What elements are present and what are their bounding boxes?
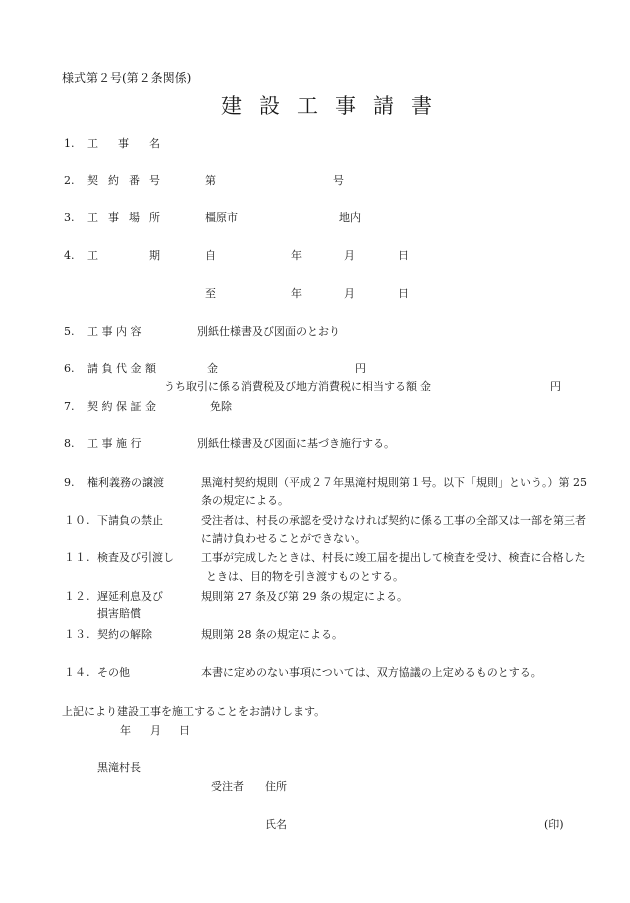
- item-value-line: 条の規定による。: [201, 494, 289, 507]
- item-value: 免除: [210, 400, 232, 413]
- item-number: 2.: [64, 174, 75, 187]
- period-day: 日: [398, 287, 409, 300]
- label-char: 工: [87, 137, 98, 150]
- seal-mark: (印): [544, 818, 564, 831]
- item-number: １０.: [64, 514, 90, 527]
- period-year: 年: [291, 249, 302, 262]
- item-number: １３.: [64, 628, 90, 641]
- item-number: １２.: [64, 590, 90, 603]
- period-day: 日: [398, 249, 409, 262]
- address-label: 住所: [265, 780, 287, 793]
- name-label: 氏名: [265, 818, 287, 831]
- label-char: 所: [149, 211, 160, 224]
- contractor-label: 受注者: [211, 780, 244, 793]
- item-label: 工 事 施 行: [87, 437, 142, 450]
- label-char: 号: [149, 174, 160, 187]
- item-value-line: 工事が完成したときは、村長に竣工届を提出して検査を受け、検査に合格した: [201, 551, 586, 564]
- item-label: 遅延利息及び: [97, 590, 163, 603]
- tax-note: うち取引に係る消費税及び地方消費税に相当する額: [164, 380, 417, 393]
- title-char: 事: [335, 94, 358, 118]
- item-label: 工 事 内 容: [87, 325, 142, 338]
- date-month: 月: [150, 724, 161, 737]
- period-month: 月: [344, 287, 355, 300]
- item-value: 規則第 27 条及び第 29 条の規定による。: [201, 590, 408, 603]
- item-label: 請 負 代 金 額: [87, 362, 156, 375]
- item-label: 契 約 保 証 金: [87, 400, 156, 413]
- date-day: 日: [179, 724, 190, 737]
- item-label: 下請負の禁止: [97, 514, 163, 527]
- label-char: 番: [129, 174, 140, 187]
- contract-number-prefix: 第: [205, 174, 216, 187]
- item-number: 4.: [64, 249, 75, 262]
- item-number: 3.: [64, 211, 75, 224]
- amount-currency: 金: [207, 362, 218, 375]
- item-value-line: 受注者は、村長の承認を受けなければ契約に係る工事の全部又は一部を第三者: [201, 514, 586, 527]
- title-char: 建: [221, 94, 244, 118]
- item-number: １１.: [64, 551, 90, 564]
- item-number: 5.: [64, 325, 75, 338]
- addressee: 黒滝村長: [97, 761, 141, 774]
- acceptance-statement: 上記により建設工事を施工することをお請けします。: [62, 705, 326, 718]
- item-number: 9.: [64, 476, 75, 489]
- label-char: 約: [108, 174, 119, 187]
- tax-currency: 金: [420, 380, 431, 393]
- amount-yen: 円: [355, 362, 366, 375]
- label-char: 工: [87, 249, 98, 262]
- contract-number-suffix: 号: [333, 174, 344, 187]
- item-number: 1.: [64, 137, 75, 150]
- item-value-line: 黒滝村契約規則（平成２７年黒滝村規則第１号。以下「規則」という。）第 25: [201, 476, 587, 489]
- tax-yen: 円: [550, 380, 561, 393]
- label-char: 期: [149, 249, 160, 262]
- site-city: 橿原市: [205, 211, 238, 224]
- item-number: 8.: [64, 437, 75, 450]
- title-char: 書: [411, 94, 434, 118]
- label-char: 事: [108, 211, 119, 224]
- period-to: 至: [205, 287, 216, 300]
- label-char: 契: [87, 174, 98, 187]
- item-value: 別紙仕様書及び図面に基づき施行する。: [197, 437, 395, 450]
- title-char: 工: [297, 94, 320, 118]
- item-label: 検査及び引渡し: [97, 551, 174, 564]
- label-char: 名: [149, 137, 160, 150]
- date-year: 年: [120, 724, 131, 737]
- item-label: 契約の解除: [97, 628, 152, 641]
- item-number: 6.: [64, 362, 75, 375]
- item-value: 本書に定めのない事項については、双方協議の上定めるものとする。: [201, 666, 542, 679]
- item-value-line: ときは、目的物を引き渡すものとする。: [206, 570, 404, 583]
- item-value: 別紙仕様書及び図面のとおり: [197, 325, 340, 338]
- item-label: 損害賠償: [97, 607, 141, 620]
- item-label: その他: [97, 666, 130, 679]
- item-number: １４.: [64, 666, 90, 679]
- item-value: 規則第 28 条の規定による。: [201, 628, 343, 641]
- period-month: 月: [344, 249, 355, 262]
- item-value-line: に請け負わせることができない。: [201, 532, 366, 545]
- period-from: 自: [205, 249, 216, 262]
- item-number: 7.: [64, 400, 75, 413]
- label-char: 工: [87, 211, 98, 224]
- title-char: 請: [373, 94, 396, 118]
- form-number: 様式第２号(第２条関係): [62, 71, 192, 85]
- label-char: 場: [129, 211, 140, 224]
- site-area: 地内: [339, 211, 361, 224]
- period-year: 年: [291, 287, 302, 300]
- title-char: 設: [259, 94, 282, 118]
- label-char: 事: [118, 137, 129, 150]
- item-label: 権利義務の譲渡: [87, 476, 164, 489]
